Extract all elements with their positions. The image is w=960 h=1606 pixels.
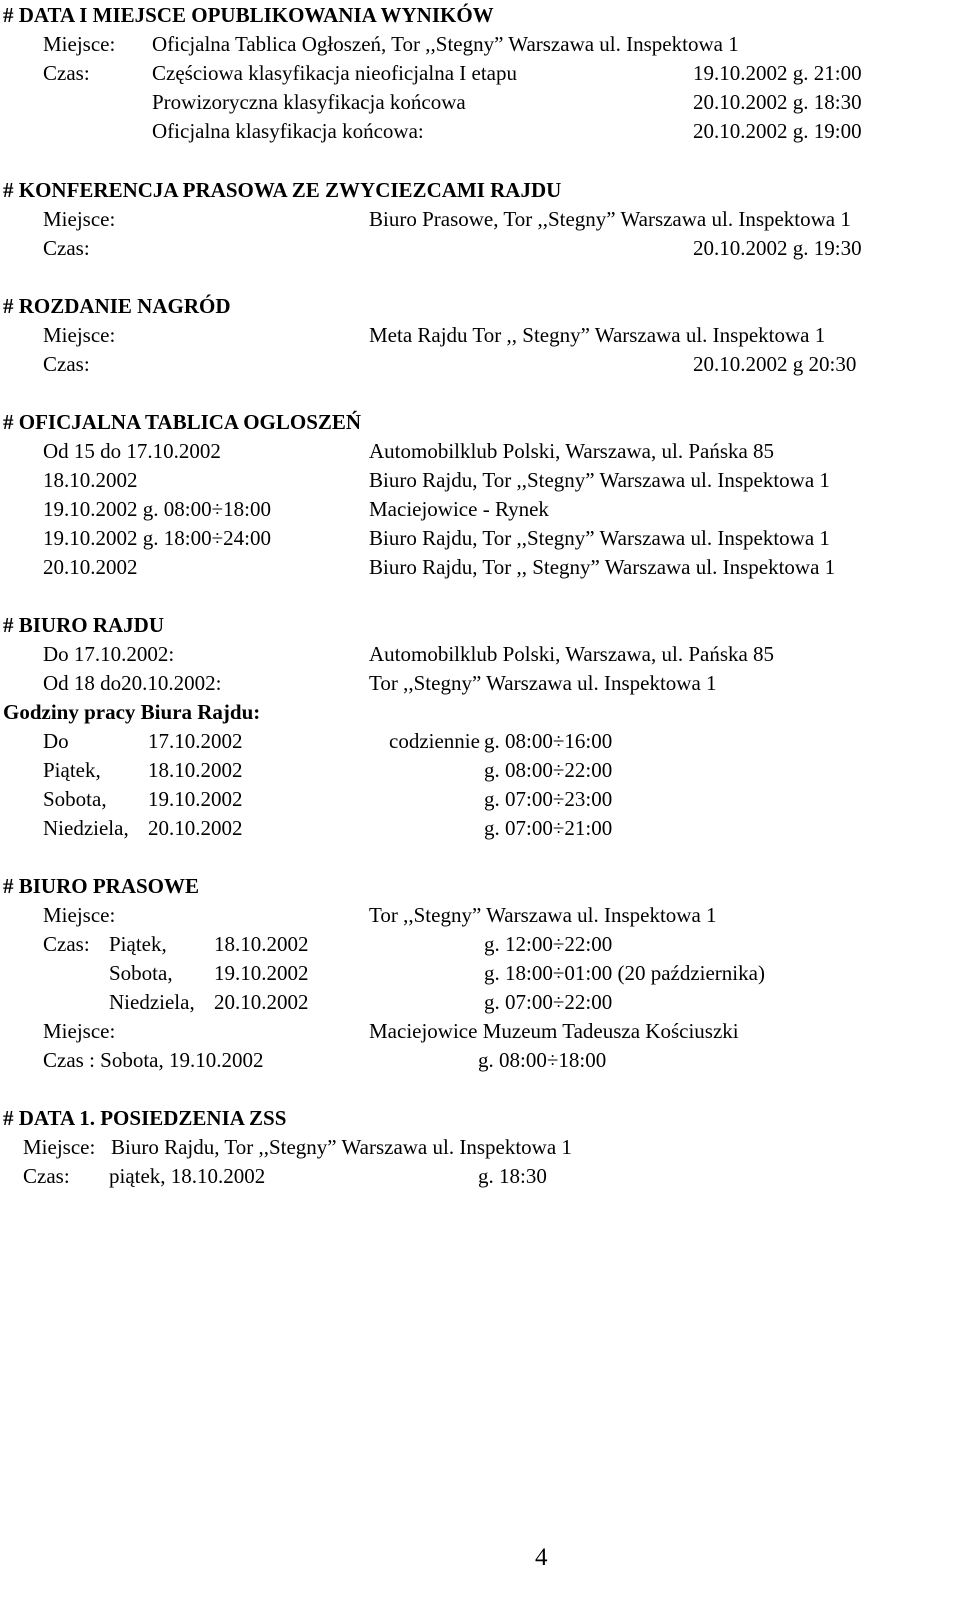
time-label: Czas: [43,236,90,260]
hours-day: Sobota, [43,787,107,811]
press-date: 19.10.2002 [214,961,309,985]
result-label: Prowizoryczna klasyfikacja końcowa [152,90,466,114]
row-right: Maciejowice - Rynek [369,497,549,521]
time-label: Czas: [23,1164,70,1188]
row-right: Biuro Rajdu, Tor ,, Stegny” Warszawa ul. Inspektowa 1 [369,555,836,579]
time-value: g. 08:00÷18:00 [478,1048,607,1072]
row-left: 19.10.2002 g. 18:00÷24:00 [43,526,271,550]
row-left: 18.10.2002 [43,468,138,492]
press-time: g. 12:00÷22:00 [484,932,613,956]
place-value: Biuro Rajdu, Tor ,,Stegny” Warszawa ul. Inspektowa 1 [111,1135,572,1159]
hours-date: 18.10.2002 [148,758,243,782]
place-label: Miejsce: [43,1019,116,1043]
press-date: 20.10.2002 [214,990,309,1014]
place-label: Miejsce: [43,903,116,927]
place-label: Miejsce: [23,1135,96,1159]
hours-day: Niedziela, [43,816,129,840]
section-heading: # BIURO PRASOWE [3,874,200,898]
section-heading: # OFICJALNA TABLICA OGLOSZEŃ [3,410,362,434]
result-date: 20.10.2002 g. 18:30 [693,90,862,114]
hours-time: g. 07:00÷23:00 [484,787,613,811]
result-label: Częściowa klasyfikacja nieoficjalna I etapu [152,61,517,85]
page-number: 4 [535,1544,548,1571]
hours-time: g. 08:00÷22:00 [484,758,613,782]
place-value: Meta Rajdu Tor ,, Stegny” Warszawa ul. Inspektowa 1 [369,323,826,347]
press-time: g. 07:00÷22:00 [484,990,613,1014]
row-left: 19.10.2002 g. 08:00÷18:00 [43,497,271,521]
row-right: Biuro Rajdu, Tor ,,Stegny” Warszawa ul. Inspektowa 1 [369,468,830,492]
hours-heading: Godziny pracy Biura Rajdu: [3,700,261,724]
row-left: Od 18 do20.10.2002: [43,671,222,695]
time-value: 20.10.2002 g 20:30 [693,352,857,376]
hours-note: codziennie [389,729,480,753]
hours-day: Piątek, [43,758,101,782]
press-day: Sobota, [109,961,173,985]
place-value: Maciejowice Muzeum Tadeusza Kościuszki [369,1019,739,1043]
time-label: Czas : Sobota, 19.10.2002 [43,1048,264,1072]
result-date: 19.10.2002 g. 21:00 [693,61,862,85]
place-label: Miejsce: [43,207,116,231]
hours-day: Do [43,729,69,753]
hours-date: 19.10.2002 [148,787,243,811]
section-heading: # ROZDANIE NAGRÓD [3,294,231,318]
press-day: Piątek, [109,932,167,956]
time-label: Czas: [43,352,90,376]
section-heading: # DATA I MIEJSCE OPUBLIKOWANIA WYNIKÓW [3,3,494,27]
section-heading: # DATA 1. POSIEDZENIA ZSS [3,1106,287,1130]
press-day: Niedziela, [109,990,195,1014]
time-label: Czas: [43,932,90,956]
row-left: Od 15 do 17.10.2002 [43,439,221,463]
hours-time: g. 08:00÷16:00 [484,729,613,753]
place-value: Tor ,,Stegny” Warszawa ul. Inspektowa 1 [369,903,717,927]
hours-date: 20.10.2002 [148,816,243,840]
time-value: g. 18:30 [478,1164,547,1188]
row-right: Automobilklub Polski, Warszawa, ul. Pańska 85 [369,439,775,463]
row-left: 20.10.2002 [43,555,138,579]
hours-date: 17.10.2002 [148,729,243,753]
row-right: Tor ,,Stegny” Warszawa ul. Inspektowa 1 [369,671,717,695]
place-value: Biuro Prasowe, Tor ,,Stegny” Warszawa ul. Inspektowa 1 [369,207,851,231]
section-heading: # BIURO RAJDU [3,613,165,637]
row-right: Biuro Rajdu, Tor ,,Stegny” Warszawa ul. Inspektowa 1 [369,526,830,550]
time-day: piątek, 18.10.2002 [109,1164,266,1188]
press-date: 18.10.2002 [214,932,309,956]
hours-time: g. 07:00÷21:00 [484,816,613,840]
result-label: Oficjalna klasyfikacja końcowa: [152,119,424,143]
row-left: Do 17.10.2002: [43,642,175,666]
place-label: Miejsce: [43,32,116,56]
time-value: 20.10.2002 g. 19:30 [693,236,862,260]
section-heading: # KONFERENCJA PRASOWA ZE ZWYCIEZCAMI RAJDU [3,178,562,202]
result-date: 20.10.2002 g. 19:00 [693,119,862,143]
place-value: Oficjalna Tablica Ogłoszeń, Tor ,,Stegny” Warszawa ul. Inspektowa 1 [152,32,739,56]
place-label: Miejsce: [43,323,116,347]
press-time: g. 18:00÷01:00 (20 października) [484,961,765,985]
row-right: Automobilklub Polski, Warszawa, ul. Pańska 85 [369,642,775,666]
time-label: Czas: [43,61,90,85]
